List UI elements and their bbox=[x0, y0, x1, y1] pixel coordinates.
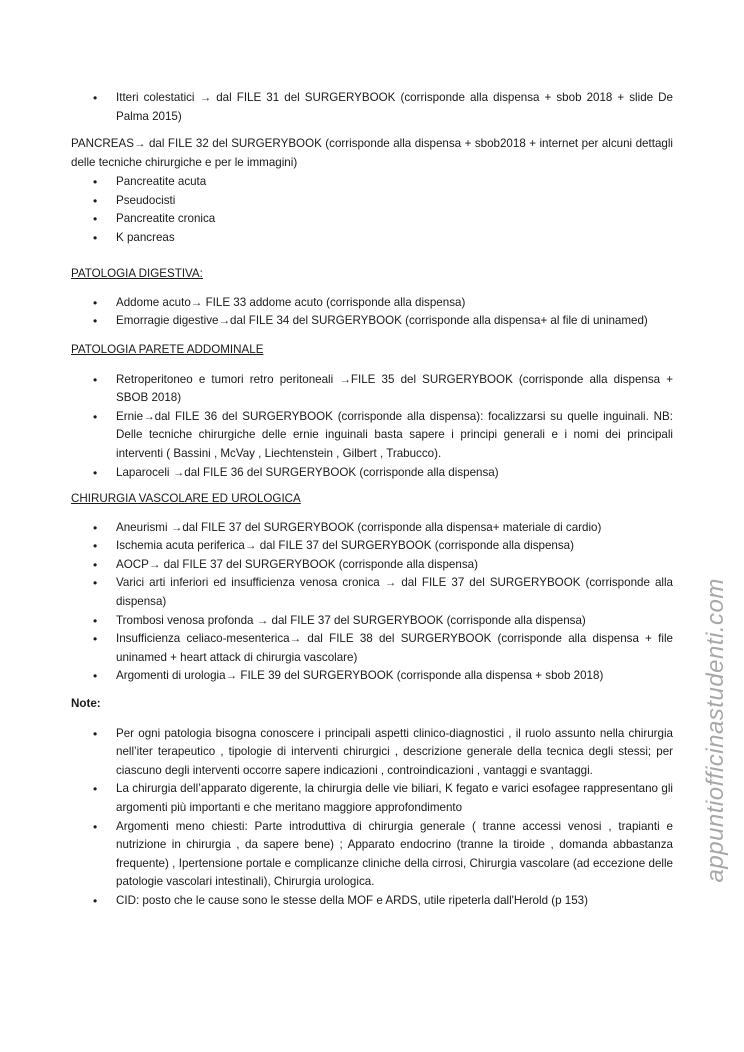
list-item: • Retroperitoneo e tumori retro peritoneali →FILE 35 del SURGERYBOOK (corrisponde alla dispensa + SBOB 2018) bbox=[71, 371, 673, 408]
parete-list bbox=[71, 371, 673, 483]
digestiva-section bbox=[71, 265, 673, 331]
list-item: • CID: posto che le cause sono le stesse della MOF e ARDS, utile ripeterla dall'Herold (p 153) bbox=[71, 892, 673, 911]
watermark bbox=[696, 540, 736, 920]
list-item: • K pancreas bbox=[71, 229, 673, 248]
note-section bbox=[71, 695, 673, 911]
list-item: • Per ogni patologia bisogna conoscere i principali aspetti clinico-diagnostici , il ruolo assunto nella chirurgia nell’iter terapeutico , tipologie di interventi chirurgici , descrizione generale della tecnica degli stessi; per ciascuno degli interventi occorre sapere indicazioni , controindicazioni , vantaggi e svantaggi. bbox=[71, 725, 673, 781]
vascolare-list bbox=[71, 519, 673, 686]
list-item: • Laparoceli →dal FILE 36 del SURGERYBOOK (corrisponde alla dispensa) bbox=[71, 464, 673, 483]
top-list bbox=[71, 89, 673, 126]
pancreas-intro: PANCREAS→ dal FILE 32 del SURGERYBOOK (corrisponde alla dispensa + sbob2018 + internet per alcuni dettagli delle tecniche chirurgiche e per le immagini) bbox=[71, 137, 673, 169]
list-item: • Insufficienza celiaco-mesenterica→ dal FILE 38 del SURGERYBOOK (corrisponde alla dispensa + file uninamed + heart attack di chirurgia vascolare) bbox=[71, 630, 673, 667]
watermark-text: appuntiofficinastudenti.com bbox=[701, 577, 729, 883]
section-heading: Note: bbox=[71, 697, 101, 710]
parete-section bbox=[71, 341, 673, 482]
section-heading: CHIRURGIA VASCOLARE ED UROLOGICA bbox=[71, 492, 301, 505]
note-list bbox=[71, 725, 673, 911]
list-item: • Aneurismi →dal FILE 37 del SURGERYBOOK (corrisponde alla dispensa+ materiale di cardio) bbox=[71, 519, 673, 538]
top-list-section bbox=[71, 89, 673, 126]
list-item: • Ischemia acuta periferica→ dal FILE 37 del SURGERYBOOK (corrisponde alla dispensa) bbox=[71, 537, 673, 556]
list-item: • AOCP→ dal FILE 37 del SURGERYBOOK (corrisponde alla dispensa) bbox=[71, 556, 673, 575]
vascolare-section bbox=[71, 490, 673, 686]
section-heading: PATOLOGIA PARETE ADDOMINALE bbox=[71, 343, 264, 356]
list-item: • Addome acuto→ FILE 33 addome acuto (corrisponde alla dispensa) bbox=[71, 294, 673, 313]
list-item: • Argomenti meno chiesti: Parte introduttiva di chirurgia generale ( tranne accessi venosi , trapianti e nutrizione in chirurgia , da sapere bene) ; Apparato endocrino (tranne la tiroide , domanda abbastanza frequente) , Ipertensione portale e complicanze cliniche della cirrosi, Chirurgia vascolare (ad eccezione delle patologie vascolari intestinali), Chirurgia urologica. bbox=[71, 818, 673, 892]
list-item: • Varici arti inferiori ed insufficienza venosa cronica → dal FILE 37 del SURGERYBOOK (corrisponde alla dispensa) bbox=[71, 574, 673, 611]
list-item: • La chirurgia dell’apparato digerente, la chirurgia delle vie biliari, K fegato e varici esofagee rappresentano gli argomenti più importanti e che meritano maggiore approfondimento bbox=[71, 780, 673, 817]
list-item: • Emorragie digestive→dal FILE 34 del SURGERYBOOK (corrisponde alla dispensa+ al file di uninamed) bbox=[71, 312, 673, 331]
section-heading: PATOLOGIA DIGESTIVA: bbox=[71, 267, 203, 280]
list-item: • Pancreatite acuta bbox=[71, 173, 673, 192]
digestiva-list bbox=[71, 294, 673, 331]
list-item: • Itteri colestatici → dal FILE 31 del SURGERYBOOK (corrisponde alla dispensa + sbob 2018 + slide De Palma 2015) bbox=[71, 89, 673, 126]
list-item: • Trombosi venosa profonda → dal FILE 37 del SURGERYBOOK (corrisponde alla dispensa) bbox=[71, 612, 673, 631]
pancreas-section bbox=[71, 135, 673, 248]
pancreas-list bbox=[71, 173, 673, 247]
list-item: • Ernie→dal FILE 36 del SURGERYBOOK (corrisponde alla dispensa): focalizzarsi su quelle inguinali. NB: Delle tecniche chirurgiche delle ernie inguinali basta sapere i principi generali e i nomi dei principali interventi ( Bassini , McVay , Liechtenstein , Gilbert , Trabucco). bbox=[71, 408, 673, 464]
list-item: • Pancreatite cronica bbox=[71, 210, 673, 229]
list-item: • Argomenti di urologia→ FILE 39 del SURGERYBOOK (corrisponde alla dispensa + sbob 2018) bbox=[71, 667, 673, 686]
list-item: • Pseudocisti bbox=[71, 192, 673, 211]
